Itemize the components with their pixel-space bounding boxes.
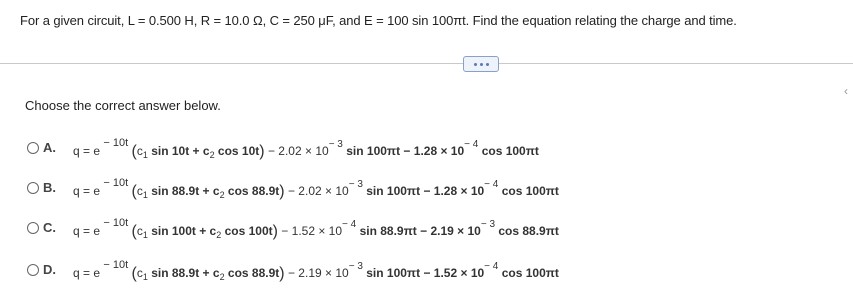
question-text: For a given circuit, L = 0.500 H, R = 10.0 Ω, C = 250 μF, and E = 100 sin 100πt. Find the equation relating the charge and time. xyxy=(20,13,737,28)
formula-fn-a: sin 100t + c xyxy=(151,224,217,238)
formula-term: sin 100πt − 1.28 × 10 xyxy=(366,184,485,198)
formula-sub: 2 xyxy=(216,230,222,240)
scroll-right-icon[interactable]: ‹ xyxy=(844,84,848,98)
formula-fn-a: sin 88.9t + c xyxy=(151,184,220,198)
formula-coef: − 1.52 × 10 xyxy=(281,224,343,238)
section-divider xyxy=(0,63,853,64)
formula-coef: − 2.02 × 10 xyxy=(287,184,349,198)
formula-fn-b: cos 100t xyxy=(224,224,273,238)
open-paren: ( xyxy=(131,265,137,282)
formula-q: q = e xyxy=(73,266,101,280)
formula-fn-b: cos 88.9t xyxy=(227,266,280,280)
option-letter: B. xyxy=(43,180,56,195)
option-letter: A. xyxy=(43,140,56,155)
option-letter: C. xyxy=(43,220,56,235)
formula-pow: − 4 xyxy=(484,179,499,190)
close-paren: ) xyxy=(259,143,265,160)
formula-pow: − 3 xyxy=(328,139,343,150)
option-formula xyxy=(73,259,559,282)
formula-term: sin 100πt − 1.28 × 10 xyxy=(346,144,465,158)
dot-icon xyxy=(486,63,489,66)
formula-coef: − 2.02 × 10 xyxy=(267,144,329,158)
option-formula xyxy=(73,137,539,160)
answer-option-d[interactable] xyxy=(27,259,847,288)
formula-term: sin 100πt − 1.52 × 10 xyxy=(366,266,485,280)
formula-term: cos 88.9πt xyxy=(498,224,559,238)
formula-sub: 1 xyxy=(142,272,148,282)
formula-q: q = e xyxy=(73,144,101,158)
formula-pow: − 4 xyxy=(464,139,479,150)
formula-fn-b: cos 10t xyxy=(217,144,260,158)
formula-c: c xyxy=(136,184,143,198)
close-paren: ) xyxy=(272,223,278,240)
formula-pow: − 3 xyxy=(348,179,363,190)
formula-c: c xyxy=(136,224,143,238)
answer-prompt: Choose the correct answer below. xyxy=(25,98,221,113)
radio-button[interactable] xyxy=(27,222,39,234)
formula-pow: − 4 xyxy=(484,261,499,272)
expand-more-button[interactable] xyxy=(463,56,499,72)
answer-option-a[interactable] xyxy=(27,137,847,166)
answer-option-c[interactable] xyxy=(27,217,847,246)
formula-sub: 1 xyxy=(142,230,148,240)
formula-exponent: − 10t xyxy=(103,259,129,271)
formula-term: cos 100πt xyxy=(501,266,559,280)
open-paren: ( xyxy=(131,143,137,160)
radio-button[interactable] xyxy=(27,264,39,276)
formula-fn-a: sin 88.9t + c xyxy=(151,266,220,280)
formula-sub: 1 xyxy=(142,190,148,200)
formula-sub: 2 xyxy=(219,190,225,200)
open-paren: ( xyxy=(131,223,137,240)
radio-button[interactable] xyxy=(27,142,39,154)
open-paren: ( xyxy=(131,183,137,200)
formula-pow: − 3 xyxy=(348,261,363,272)
option-formula xyxy=(73,217,559,240)
formula-exponent: − 10t xyxy=(103,177,129,189)
formula-sub: 2 xyxy=(219,272,225,282)
answer-option-b[interactable] xyxy=(27,177,847,206)
formula-term: sin 88.9πt − 2.19 × 10 xyxy=(359,224,481,238)
radio-button[interactable] xyxy=(27,182,39,194)
formula-sub: 1 xyxy=(142,150,148,160)
option-formula xyxy=(73,177,559,200)
formula-fn-a: sin 10t + c xyxy=(151,144,210,158)
formula-pow: − 3 xyxy=(480,219,496,230)
close-paren: ) xyxy=(279,183,285,200)
formula-exponent: − 10t xyxy=(103,137,129,149)
formula-q: q = e xyxy=(73,184,101,198)
formula-exponent: − 10t xyxy=(103,217,129,229)
formula-sub: 2 xyxy=(209,150,215,160)
formula-term: cos 100πt xyxy=(501,184,559,198)
formula-c: c xyxy=(136,144,143,158)
formula-pow: − 4 xyxy=(342,219,357,230)
dot-icon xyxy=(480,63,483,66)
close-paren: ) xyxy=(279,265,285,282)
formula-coef: − 2.19 × 10 xyxy=(287,266,349,280)
dot-icon xyxy=(474,63,477,66)
formula-fn-b: cos 88.9t xyxy=(227,184,280,198)
formula-term: cos 100πt xyxy=(481,144,539,158)
formula-q: q = e xyxy=(73,224,101,238)
formula-c: c xyxy=(136,266,143,280)
option-letter: D. xyxy=(43,262,56,277)
